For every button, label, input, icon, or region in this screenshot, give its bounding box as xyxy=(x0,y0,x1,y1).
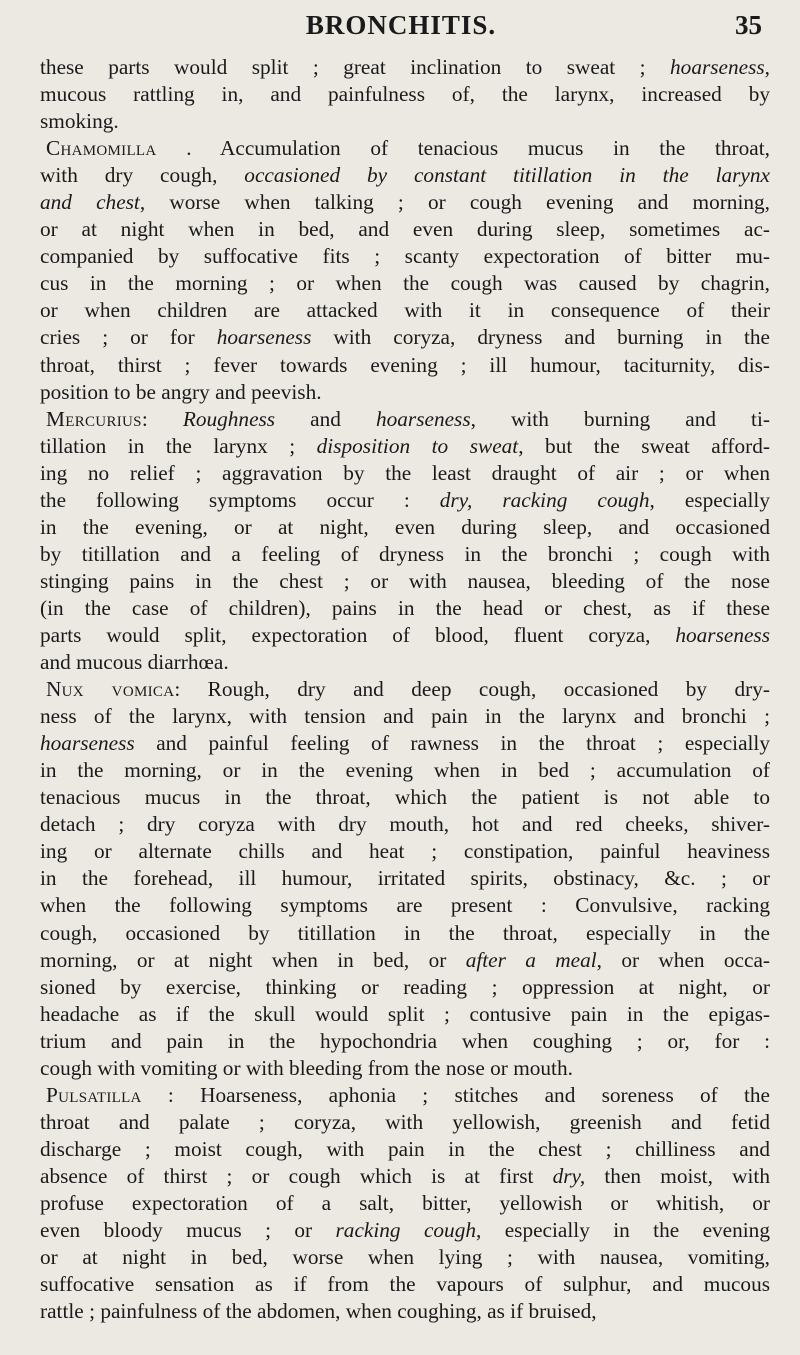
text-line: ing no relief ; aggravation by the least draught of air ; or when xyxy=(40,460,770,485)
text-line: cus in the morning ; or when the cough was caused by chagrin, xyxy=(40,271,770,296)
paragraph xyxy=(40,406,770,676)
text-line: detach ; dry coryza with dry mouth, hot and red cheeks, shiver- xyxy=(40,812,770,837)
text-line: or when children are attacked with it in consequence of their xyxy=(40,298,770,323)
text-line: and mucous diarrhœa. xyxy=(40,650,229,675)
text-line: the following symptoms occur : dry, racking cough, especially xyxy=(40,487,770,512)
text-line: ness of the larynx, with tension and pain in the larynx and bronchi ; xyxy=(40,704,770,729)
remedy-name: Pulsatilla xyxy=(46,1082,142,1107)
text-line: ing or alternate chills and heat ; constipation, painful heaviness xyxy=(40,839,770,864)
text-line: smoking. xyxy=(40,109,119,134)
text-line: and chest, worse when talking ; or cough evening and morning, xyxy=(40,190,770,215)
text-line: morning, or at night when in bed, or after a meal, or when occa- xyxy=(40,947,770,972)
page-body xyxy=(40,54,770,1325)
text-line: Chamomilla . Accumulation of tenacious mucus in the throat, xyxy=(46,136,770,161)
text-line: when the following symptoms are present : Convulsive, racking xyxy=(40,893,770,918)
text-line: Mercurius: Roughness and hoarseness, with burning and ti- xyxy=(46,406,770,431)
text-line: companied by suffocative fits ; scanty expectoration of bitter mu- xyxy=(40,244,770,269)
running-head: BRONCHITIS. xyxy=(305,10,497,40)
text-line: suffocative sensation as if from the vapours of sulphur, and mucous xyxy=(40,1272,770,1297)
text-line: with dry cough, occasioned by constant titillation in the larynx xyxy=(40,163,770,188)
text-line: in the morning, or in the evening when in bed ; accumulation of xyxy=(40,758,770,783)
text-line: tillation in the larynx ; disposition to sweat, but the sweat afford- xyxy=(40,433,770,458)
text-line: by titillation and a feeling of dryness in the bronchi ; cough with xyxy=(40,541,770,566)
text-line: Nux vomica: Rough, dry and deep cough, occasioned by dry- xyxy=(46,677,770,702)
text-line: rattle ; painfulness of the abdomen, when coughing, as if bruised, xyxy=(40,1299,597,1324)
text-line: throat, thirst ; fever towards evening ; ill humour, taciturnity, dis- xyxy=(40,352,770,377)
text-line: Pulsatilla : Hoarseness, aphonia ; stitches and soreness of the xyxy=(46,1082,770,1107)
text-line: position to be angry and peevish. xyxy=(40,379,322,404)
text-line: discharge ; moist cough, with pain in the chest ; chilliness and xyxy=(40,1136,770,1161)
text-line: parts would split, expectoration of blood, fluent coryza, hoarseness xyxy=(40,622,770,647)
text-line: cries ; or for hoarseness with coryza, dryness and burning in the xyxy=(40,325,770,350)
paragraph xyxy=(40,54,770,135)
text-line: stinging pains in the chest ; or with nausea, bleeding of the nose xyxy=(40,568,770,593)
paragraph xyxy=(40,135,770,405)
paragraph xyxy=(40,676,770,1082)
text-line: cough with vomiting or with bleeding from the nose or mouth. xyxy=(40,1055,573,1080)
text-line: or at night in bed, worse when lying ; with nausea, vomiting, xyxy=(40,1245,770,1270)
remedy-name: Nux vomica xyxy=(46,677,175,702)
text-line: sioned by exercise, thinking or reading ; oppression at night, or xyxy=(40,974,770,999)
remedy-name: Mercurius xyxy=(46,406,142,431)
text-line: hoarseness and painful feeling of rawness in the throat ; especially xyxy=(40,731,770,756)
page-header xyxy=(40,10,762,46)
text-line: profuse expectoration of a salt, bitter, yellowish or whitish, or xyxy=(40,1190,770,1215)
text-line: mucous rattling in, and painfulness of, the larynx, increased by xyxy=(40,82,770,107)
remedy-name: Chamomilla xyxy=(46,136,157,161)
page-number: 35 xyxy=(735,10,762,40)
text-line: cough, occasioned by titillation in the throat, especially in the xyxy=(40,920,770,945)
text-line: or at night when in bed, and even during sleep, sometimes ac- xyxy=(40,217,770,242)
text-line: tenacious mucus in the throat, which the patient is not able to xyxy=(40,785,770,810)
text-line: trium and pain in the hypochondria when coughing ; or, for : xyxy=(40,1028,770,1053)
text-line: absence of thirst ; or cough which is at first dry, then moist, with xyxy=(40,1163,770,1188)
text-line: these parts would split ; great inclination to sweat ; hoarseness, xyxy=(40,55,770,79)
paragraph xyxy=(40,1082,770,1325)
text-line: in the evening, or at night, even during sleep, and occasioned xyxy=(40,514,770,539)
text-line: headache as if the skull would split ; contusive pain in the epigas- xyxy=(40,1001,770,1026)
text-line: even bloody mucus ; or racking cough, especially in the evening xyxy=(40,1218,770,1243)
text-line: (in the case of children), pains in the head or chest, as if these xyxy=(40,595,770,620)
text-line: in the forehead, ill humour, irritated spirits, obstinacy, &c. ; or xyxy=(40,866,770,891)
text-line: throat and palate ; coryza, with yellowish, greenish and fetid xyxy=(40,1109,770,1134)
